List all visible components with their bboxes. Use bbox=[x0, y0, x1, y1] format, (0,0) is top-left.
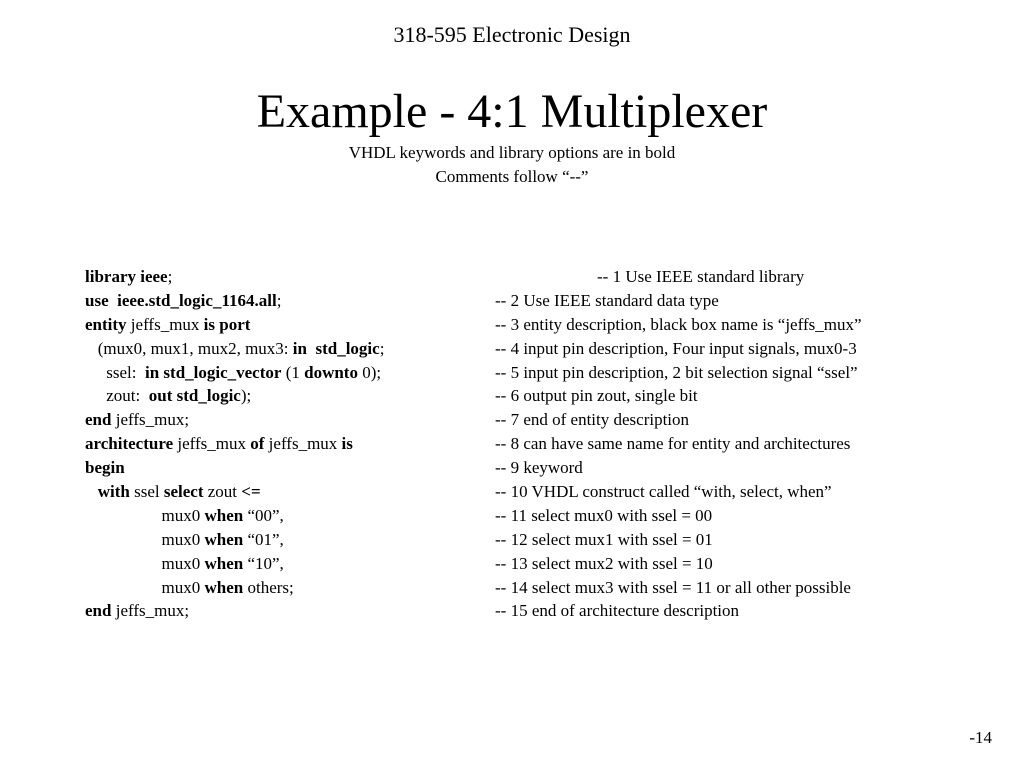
code-line-11 bbox=[85, 504, 485, 528]
code-line-5 bbox=[85, 361, 485, 385]
code-line-12 bbox=[85, 528, 485, 552]
comment-line: -- 9 keyword bbox=[495, 458, 583, 478]
code-text: ; bbox=[379, 338, 385, 358]
code-text: jeffs_mux bbox=[126, 314, 204, 334]
keyword: in std_logic_vector bbox=[144, 362, 282, 382]
comment-line: -- 14 select mux3 with ssel = 11 or all other possible bbox=[495, 577, 851, 597]
code-line-15 bbox=[85, 599, 485, 623]
code-text: ssel: bbox=[85, 362, 145, 382]
comment-line: -- 2 Use IEEE standard data type bbox=[495, 290, 719, 310]
code-text: ; bbox=[167, 267, 173, 286]
code-text: jeffs_mux; bbox=[111, 601, 190, 621]
keyword: begin bbox=[85, 458, 125, 478]
slide-subtitle-keywords: VHDL keywords and library options are in bold bbox=[348, 143, 676, 162]
code-line-3 bbox=[85, 313, 485, 337]
code-line-4 bbox=[85, 337, 485, 361]
code-text: “01”, bbox=[243, 529, 284, 549]
code-text bbox=[85, 482, 98, 501]
keyword: end bbox=[85, 601, 112, 621]
code-text: jeffs_mux bbox=[173, 434, 251, 454]
code-line-10 bbox=[85, 480, 485, 504]
slide-subtitle-comments: Comments follow “--” bbox=[435, 167, 589, 186]
keyword: select bbox=[163, 482, 204, 502]
code-text: ; bbox=[276, 290, 282, 310]
keyword: of bbox=[250, 434, 265, 454]
keyword: use ieee.std_logic_1164.all bbox=[85, 290, 277, 310]
code-line-6 bbox=[85, 384, 485, 408]
code-line-7 bbox=[85, 408, 485, 432]
code-line-13 bbox=[85, 552, 485, 576]
code-text: 0); bbox=[357, 362, 382, 382]
code-line-9 bbox=[85, 456, 485, 480]
slide-title: Example - 4:1 Multiplexer bbox=[256, 85, 768, 138]
keyword: when bbox=[204, 553, 244, 573]
keyword: is bbox=[341, 434, 353, 454]
comment-line: -- 13 select mux2 with ssel = 10 bbox=[495, 553, 713, 573]
code-text: zout: bbox=[85, 386, 149, 406]
code-text: ssel bbox=[129, 482, 164, 502]
keyword: when bbox=[204, 529, 244, 549]
comments-column bbox=[495, 265, 1015, 623]
keyword: <= bbox=[241, 482, 261, 502]
code-text: others; bbox=[243, 577, 294, 597]
comment-line: -- 4 input pin description, Four input signals, mux0-3 bbox=[495, 338, 857, 358]
code-text: mux0 bbox=[85, 553, 205, 573]
code-line-14 bbox=[85, 576, 485, 600]
comment-line: -- 7 end of entity description bbox=[495, 410, 690, 430]
keyword: downto bbox=[304, 362, 358, 382]
comment-line: -- 3 entity description, black box name is “jeffs_mux” bbox=[495, 314, 862, 334]
code-text: jeffs_mux; bbox=[111, 410, 190, 430]
keyword: out std_logic bbox=[148, 386, 241, 406]
comment-line: -- 5 input pin description, 2 bit selection signal “ssel” bbox=[495, 362, 858, 382]
code-text: “10”, bbox=[243, 553, 284, 573]
code-text: (mux0, mux1, mux2, mux3: bbox=[85, 338, 293, 358]
comment-line: -- 11 select mux0 with ssel = 00 bbox=[495, 505, 713, 525]
vhdl-code-block bbox=[85, 265, 485, 623]
keyword: when bbox=[204, 577, 244, 597]
keyword: end bbox=[85, 410, 112, 430]
code-text: mux0 bbox=[85, 529, 205, 549]
comment-line: -- 12 select mux1 with ssel = 01 bbox=[495, 529, 713, 549]
keyword: when bbox=[204, 505, 244, 525]
comment-line: -- 1 Use IEEE standard library bbox=[597, 267, 805, 286]
code-text: ); bbox=[240, 386, 252, 406]
keyword: in std_logic bbox=[292, 338, 380, 358]
page-number: -14 bbox=[969, 728, 992, 747]
keyword: with bbox=[97, 482, 130, 502]
code-text: jeffs_mux bbox=[264, 434, 342, 454]
code-text: zout bbox=[203, 482, 242, 502]
code-text: “00”, bbox=[243, 505, 284, 525]
code-text: mux0 bbox=[85, 505, 205, 525]
keyword: entity bbox=[85, 314, 127, 334]
comment-line: -- 8 can have same name for entity and architectures bbox=[495, 434, 851, 454]
code-text: (1 bbox=[281, 362, 305, 382]
keyword: library ieee bbox=[85, 267, 168, 286]
code-line-8 bbox=[85, 432, 485, 456]
comment-line: -- 15 end of architecture description bbox=[495, 601, 740, 621]
code-line-2 bbox=[85, 289, 485, 313]
comment-line: -- 6 output pin zout, single bit bbox=[495, 386, 698, 406]
keyword: is port bbox=[203, 314, 251, 334]
comment-line: -- 10 VHDL construct called “with, select, when” bbox=[495, 482, 832, 502]
code-line-1 bbox=[85, 265, 485, 289]
code-text: mux0 bbox=[85, 577, 205, 597]
course-header: 318-595 Electronic Design bbox=[393, 22, 631, 47]
keyword: architecture bbox=[85, 434, 174, 454]
